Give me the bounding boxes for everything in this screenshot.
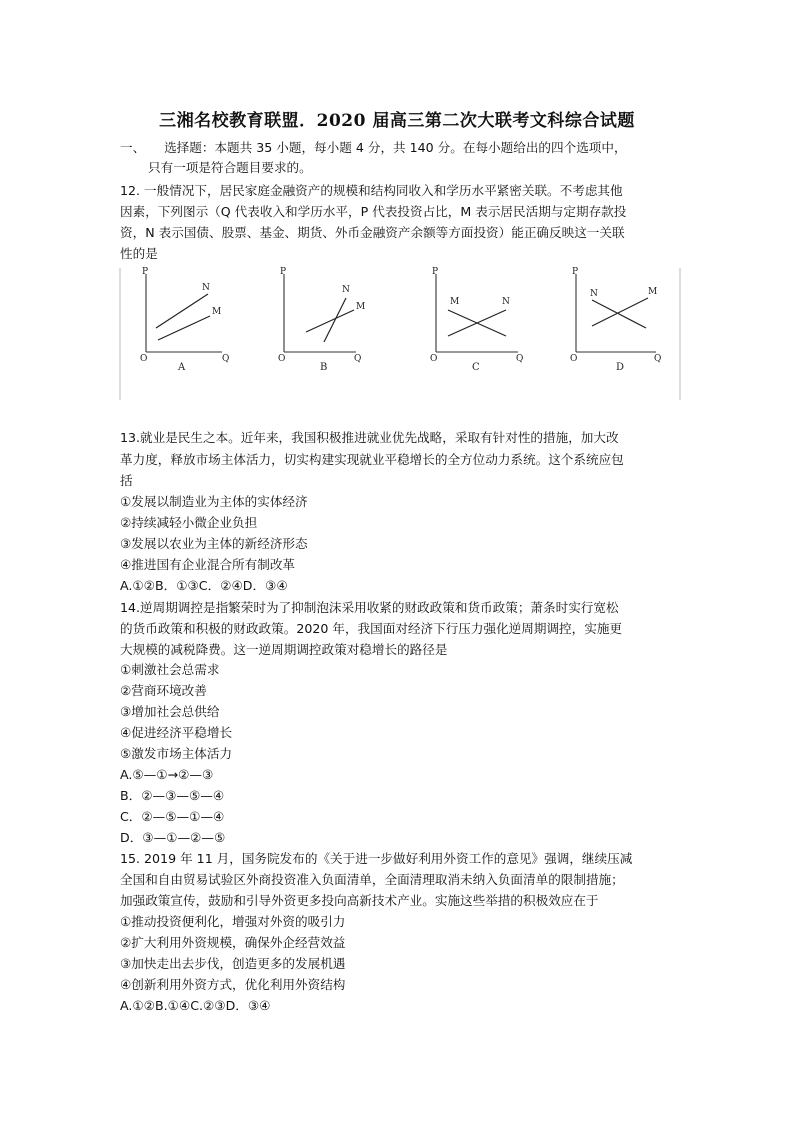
page-title: 三湘名校教育联盟．2020 届高三第二次大联考文科综合试题: [159, 111, 635, 131]
q15-option-4: ④创新利用外资方式，优化利用外资结构: [120, 977, 346, 992]
graph-b: [278, 267, 365, 373]
graph-c-m-label: M: [450, 297, 460, 307]
q15-option-2: ②扩大利用外资规模，确保外企经营效益: [120, 935, 346, 950]
q13-answer-choices: A.①②B．①③C．②④D．③④: [120, 578, 288, 593]
q15-text-line-3: 加强政策宣传，鼓励和引导外资更多投向高新技术产业。实施这些举措的积极效应在于: [120, 893, 599, 908]
graph-a-caption: A: [178, 362, 186, 373]
q12-text-line-2: 因素，下列图示（Q 代表收入和学历水平，P 代表投资占比，M 表示居民活期与定期存款投: [120, 204, 627, 219]
graph-a-q-label: Q: [222, 354, 230, 364]
q14-text-line-3: 大规模的减税降费。这一逆周期调控政策对稳增长的路径是: [120, 642, 448, 657]
q13-option-1: ①发展以制造业为主体的实体经济: [120, 494, 308, 509]
graph-b-m-label: M: [356, 302, 366, 312]
q14-option-1: ①刺激社会总需求: [120, 662, 220, 677]
q14-option-2: ②营商环境改善: [120, 683, 207, 698]
q13-text-line-3: 括: [120, 473, 133, 488]
q12-text-line-1: 12. 一般情况下，居民家庭金融资产的规模和结构同收入和学历水平紧密关联。不考虑其他: [120, 183, 623, 198]
graph-d-p-label: P: [572, 267, 579, 277]
graph-d-caption: D: [616, 362, 625, 373]
graph-b-q-label: Q: [354, 354, 362, 364]
graph-b-line-n: [324, 298, 346, 342]
q15-answer-choices: A.①②B.①④C.②③D．③④: [120, 998, 271, 1013]
q14-option-3: ③增加社会总供给: [120, 704, 220, 719]
q14-option-5: ⑤激发市场主体活力: [120, 746, 233, 761]
graph-d: [570, 267, 661, 373]
q13-option-2: ②持续减轻小微企业负担: [120, 515, 258, 530]
section-instruction: 一、 选择题：本题共 35 小题，每小题 4 分，共 140 分。在每小题给出的四个选项中，: [120, 140, 627, 155]
graph-a-p-label: P: [142, 267, 149, 277]
graph-b-caption: B: [320, 362, 328, 373]
graph-c-q-label: Q: [516, 354, 524, 364]
q14-choice-a: A.⑤—①→②—③: [120, 767, 214, 782]
q15-text-line-1: 15. 2019 年 11 月，国务院发布的《关于进一步做好利用外资工作的意见》强调，继续压减: [120, 851, 633, 866]
graph-a-line-n: [156, 294, 208, 328]
graph-b-p-label: P: [280, 267, 287, 277]
graph-c: [430, 267, 523, 373]
q12-text-line-3: 资，N 表示国债、股票、基金、期货、外币金融资产余额等方面投资）能正确反映这一关联: [120, 225, 625, 240]
q13-text-line-1: 13.就业是民生之本。近年来，我国积极推进就业优先战略，采取有针对性的措施，加大改: [120, 430, 619, 445]
q14-option-4: ④促进经济平稳增长: [120, 725, 233, 740]
graph-b-n-label: N: [342, 285, 350, 295]
q14-choice-c: C．②—⑤—①—④: [120, 809, 225, 824]
q13-option-3: ③发展以农业为主体的新经济形态: [120, 536, 308, 551]
graph-d-n-label: N: [590, 289, 598, 299]
q15-text-line-2: 全国和自由贸易试验区外商投资准入负面清单，全面清理取消未纳入负面清单的限制措施；: [120, 872, 624, 887]
q14-choice-b: B．②—③—⑤—④: [120, 788, 225, 803]
graph-d-m-label: M: [648, 287, 658, 297]
graph-a-o-label: O: [140, 354, 148, 364]
q15-option-1: ①推动投资便利化，增强对外资的吸引力: [120, 914, 346, 929]
graph-a-m-label: M: [212, 307, 222, 317]
section-instruction-cont: 只有一项是符合题目要求的。: [148, 160, 312, 175]
graph-c-n-label: N: [502, 297, 510, 307]
graph-b-o-label: O: [278, 354, 286, 364]
graph-d-o-label: O: [570, 354, 578, 364]
q15-option-3: ③加快走出去步伐，创造更多的发展机遇: [120, 956, 346, 971]
graph-c-o-label: O: [430, 354, 438, 364]
q14-text-line-1: 14.逆周期调控是指繁荣时为了抑制泡沫采用收紧的财政政策和货币政策；萧条时实行宽松: [120, 600, 619, 615]
graph-c-caption: C: [472, 362, 480, 373]
q13-option-4: ④推进国有企业混合所有制改革: [120, 557, 296, 572]
graph-a-n-label: N: [202, 283, 210, 293]
q14-text-line-2: 的货币政策和积极的财政政策。2020 年，我国面对经济下行压力强化逆周期调控，实施更: [120, 621, 623, 636]
graph-d-line-n: [592, 300, 646, 328]
graph-d-line-m: [592, 298, 648, 326]
graph-a: [140, 267, 229, 373]
q14-choice-d: D．③—①—②—⑤: [120, 830, 226, 845]
q13-text-line-2: 革力度，释放市场主体活力，切实构建实现就业平稳增长的全方位动力系统。这个系统应包: [120, 452, 624, 467]
graph-d-q-label: Q: [654, 354, 662, 364]
graph-c-p-label: P: [432, 267, 439, 277]
q12-graphs-figure: [118, 266, 682, 402]
q12-text-line-4: 性的是: [120, 246, 158, 261]
graph-a-line-m: [158, 316, 210, 340]
